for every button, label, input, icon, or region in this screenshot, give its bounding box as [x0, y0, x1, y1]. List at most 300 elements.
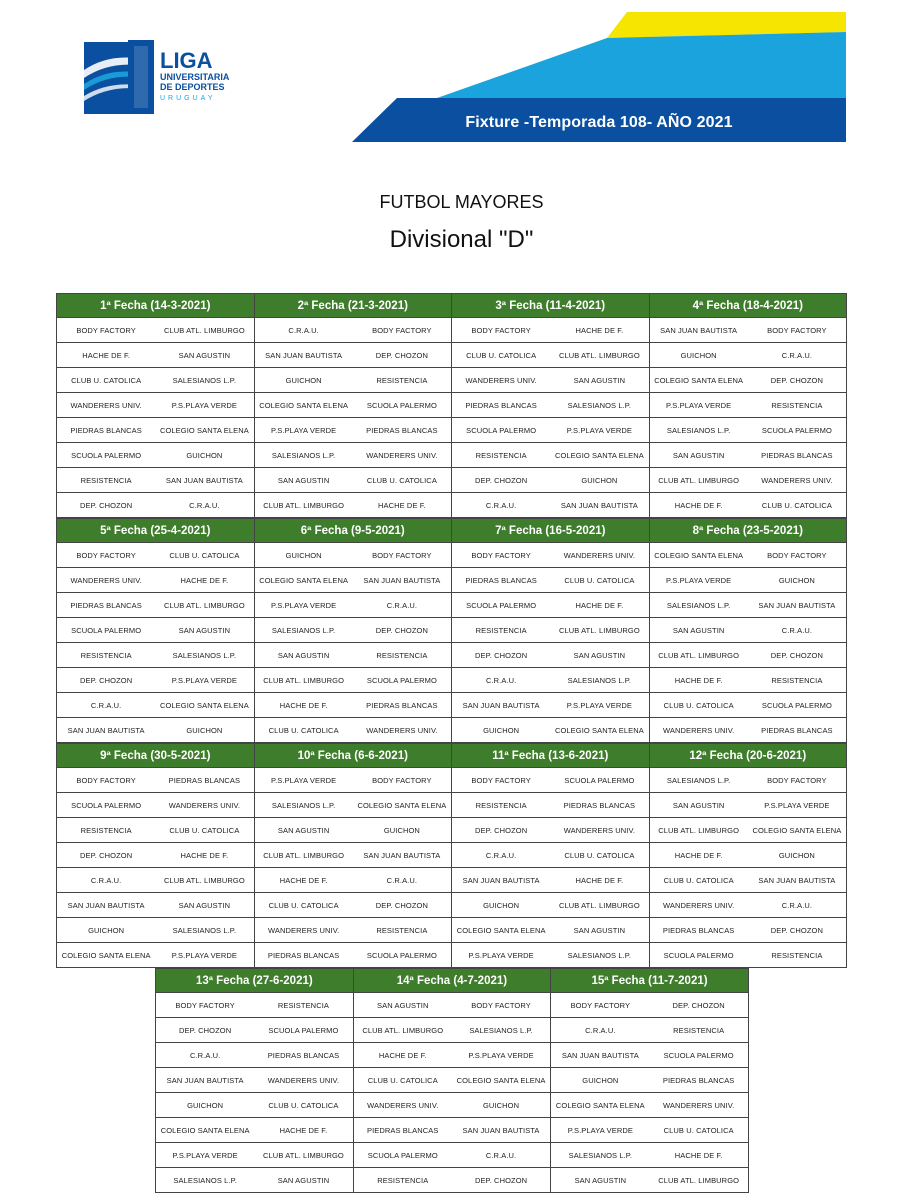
away-team: SALESIANOS L.P. — [550, 668, 649, 693]
home-team: BODY FACTORY — [156, 993, 255, 1018]
away-team: CLUB U. CATOLICA — [254, 1093, 353, 1118]
fecha-title: 11ª Fecha (13-6-2021) — [452, 744, 650, 768]
home-team: CLUB U. CATOLICA — [254, 718, 353, 743]
home-team: WANDERERS UNIV. — [649, 718, 748, 743]
home-team: C.R.A.U. — [452, 843, 551, 868]
home-team: BODY FACTORY — [57, 318, 156, 343]
home-team: WANDERERS UNIV. — [254, 918, 353, 943]
home-team: SALESIANOS L.P. — [649, 418, 748, 443]
home-team: COLEGIO SANTA ELENA — [156, 1118, 255, 1143]
away-team: CLUB ATL. LIMBURGO — [550, 343, 649, 368]
home-team: COLEGIO SANTA ELENA — [254, 568, 353, 593]
away-team: SCUOLA PALERMO — [353, 668, 452, 693]
fecha-title: 5ª Fecha (25-4-2021) — [57, 519, 255, 543]
fecha-header-row — [156, 969, 749, 993]
away-team: WANDERERS UNIV. — [748, 468, 847, 493]
away-team: CLUB U. CATOLICA — [155, 818, 254, 843]
home-team: C.R.A.U. — [57, 868, 156, 893]
away-team: DEP. CHOZON — [452, 1168, 551, 1193]
fecha-header-row — [57, 294, 847, 318]
home-team: SAN JUAN BAUTISTA — [57, 718, 156, 743]
away-team: HACHE DE F. — [650, 1143, 749, 1168]
home-team: P.S.PLAYA VERDE — [254, 768, 353, 793]
home-team: SAN AGUSTIN — [649, 618, 748, 643]
match-row — [57, 593, 847, 618]
home-team: SAN JUAN BAUTISTA — [452, 693, 551, 718]
away-team: C.R.A.U. — [155, 493, 254, 518]
away-team: WANDERERS UNIV. — [550, 818, 649, 843]
away-team: GUICHON — [353, 818, 452, 843]
logo-text-uruguay: URUGUAY — [160, 95, 216, 102]
away-team: P.S.PLAYA VERDE — [155, 943, 254, 968]
home-team: PIEDRAS BLANCAS — [452, 568, 551, 593]
away-team: DEP. CHOZON — [748, 918, 847, 943]
match-row — [57, 718, 847, 743]
away-team: HACHE DE F. — [550, 593, 649, 618]
away-team: C.R.A.U. — [748, 343, 847, 368]
home-team: BODY FACTORY — [452, 318, 551, 343]
match-row — [57, 568, 847, 593]
home-team: P.S.PLAYA VERDE — [254, 418, 353, 443]
away-team: HACHE DE F. — [155, 843, 254, 868]
away-team: DEP. CHOZON — [353, 893, 452, 918]
away-team: CLUB U. CATOLICA — [550, 568, 649, 593]
away-team: RESISTENCIA — [353, 368, 452, 393]
home-team: WANDERERS UNIV. — [57, 393, 156, 418]
home-team: C.R.A.U. — [452, 668, 551, 693]
away-team: SALESIANOS L.P. — [155, 643, 254, 668]
fecha-title: 8ª Fecha (23-5-2021) — [649, 519, 847, 543]
away-team: HACHE DE F. — [353, 493, 452, 518]
away-team: SAN JUAN BAUTISTA — [155, 468, 254, 493]
fecha-title: 9ª Fecha (30-5-2021) — [57, 744, 255, 768]
away-team: RESISTENCIA — [650, 1018, 749, 1043]
away-team: CLUB U. CATOLICA — [550, 843, 649, 868]
away-team: P.S.PLAYA VERDE — [155, 668, 254, 693]
fixture-table-4 — [155, 968, 749, 1193]
match-row — [57, 693, 847, 718]
match-row — [57, 468, 847, 493]
away-team: PIEDRAS BLANCAS — [353, 418, 452, 443]
home-team: CLUB ATL. LIMBURGO — [254, 493, 353, 518]
home-team: SCUOLA PALERMO — [57, 793, 156, 818]
away-team: SCUOLA PALERMO — [650, 1043, 749, 1068]
home-team: RESISTENCIA — [452, 618, 551, 643]
away-team: BODY FACTORY — [353, 543, 452, 568]
fixture-table-2 — [56, 518, 847, 743]
home-team: DEP. CHOZON — [57, 843, 156, 868]
home-team: SCUOLA PALERMO — [452, 593, 551, 618]
away-team: SALESIANOS L.P. — [452, 1018, 551, 1043]
home-team: DEP. CHOZON — [452, 468, 551, 493]
away-team: DEP. CHOZON — [748, 643, 847, 668]
home-team: BODY FACTORY — [57, 768, 156, 793]
away-team: GUICHON — [748, 843, 847, 868]
home-team: SALESIANOS L.P. — [649, 593, 748, 618]
home-team: C.R.A.U. — [254, 318, 353, 343]
home-team: SAN JUAN BAUTISTA — [551, 1043, 650, 1068]
home-team: PIEDRAS BLANCAS — [57, 593, 156, 618]
away-team: WANDERERS UNIV. — [155, 793, 254, 818]
match-row — [57, 543, 847, 568]
fecha-title: 2ª Fecha (21-3-2021) — [254, 294, 452, 318]
away-team: COLEGIO SANTA ELENA — [550, 718, 649, 743]
away-team: BODY FACTORY — [748, 768, 847, 793]
away-team: GUICHON — [155, 443, 254, 468]
away-team: GUICHON — [748, 568, 847, 593]
fecha-title: 6ª Fecha (9-5-2021) — [254, 519, 452, 543]
match-row — [156, 1168, 749, 1193]
away-team: HACHE DE F. — [550, 868, 649, 893]
home-team: HACHE DE F. — [353, 1043, 452, 1068]
home-team: SAN JUAN BAUTISTA — [649, 318, 748, 343]
away-team: CLUB ATL. LIMBURGO — [550, 618, 649, 643]
home-team: WANDERERS UNIV. — [452, 368, 551, 393]
away-team: SAN AGUSTIN — [155, 893, 254, 918]
fecha-title: 14ª Fecha (4-7-2021) — [353, 969, 551, 993]
match-row — [156, 1068, 749, 1093]
home-team: SAN JUAN BAUTISTA — [254, 343, 353, 368]
away-team: GUICHON — [452, 1093, 551, 1118]
home-team: DEP. CHOZON — [57, 493, 156, 518]
home-team: HACHE DE F. — [649, 668, 748, 693]
away-team: SCUOLA PALERMO — [550, 768, 649, 793]
away-team: CLUB ATL. LIMBURGO — [254, 1143, 353, 1168]
home-team: SCUOLA PALERMO — [57, 443, 156, 468]
away-team: HACHE DE F. — [254, 1118, 353, 1143]
away-team: BODY FACTORY — [353, 318, 452, 343]
away-team: COLEGIO SANTA ELENA — [353, 793, 452, 818]
home-team: SAN JUAN BAUTISTA — [57, 893, 156, 918]
match-row — [57, 943, 847, 968]
fixture-title: Fixture -Temporada 108- AÑO 2021 — [465, 114, 733, 131]
logo-text-liga: LIGA — [160, 48, 213, 73]
away-team: RESISTENCIA — [748, 668, 847, 693]
away-team: SAN JUAN BAUTISTA — [452, 1118, 551, 1143]
away-team: P.S.PLAYA VERDE — [748, 793, 847, 818]
fecha-title: 7ª Fecha (16-5-2021) — [452, 519, 650, 543]
home-team: GUICHON — [452, 718, 551, 743]
home-team: SALESIANOS L.P. — [649, 768, 748, 793]
away-team: SCUOLA PALERMO — [353, 393, 452, 418]
home-team: SCUOLA PALERMO — [649, 943, 748, 968]
fecha-title: 1ª Fecha (14-3-2021) — [57, 294, 255, 318]
home-team: BODY FACTORY — [57, 543, 156, 568]
home-team: BODY FACTORY — [551, 993, 650, 1018]
home-team: SCUOLA PALERMO — [57, 618, 156, 643]
away-team: SALESIANOS L.P. — [550, 393, 649, 418]
away-team: SAN JUAN BAUTISTA — [550, 493, 649, 518]
home-team: PIEDRAS BLANCAS — [254, 943, 353, 968]
home-team: C.R.A.U. — [57, 693, 156, 718]
away-team: WANDERERS UNIV. — [353, 443, 452, 468]
home-team: PIEDRAS BLANCAS — [353, 1118, 452, 1143]
away-team: SAN AGUSTIN — [155, 618, 254, 643]
away-team: WANDERERS UNIV. — [353, 718, 452, 743]
match-row — [57, 493, 847, 518]
home-team: CLUB U. CATOLICA — [452, 343, 551, 368]
home-team: SAN JUAN BAUTISTA — [156, 1068, 255, 1093]
away-team: C.R.A.U. — [353, 593, 452, 618]
away-team: GUICHON — [550, 468, 649, 493]
away-team: CLUB U. CATOLICA — [353, 468, 452, 493]
division-title: Divisional "D" — [389, 226, 534, 253]
match-row — [156, 1043, 749, 1068]
away-team: DEP. CHOZON — [353, 618, 452, 643]
match-row — [156, 1143, 749, 1168]
home-team: DEP. CHOZON — [156, 1018, 255, 1043]
home-team: CLUB ATL. LIMBURGO — [254, 668, 353, 693]
match-row — [57, 893, 847, 918]
home-team: CLUB U. CATOLICA — [649, 693, 748, 718]
away-team: SAN AGUSTIN — [254, 1168, 353, 1193]
home-team: CLUB U. CATOLICA — [353, 1068, 452, 1093]
match-row — [57, 793, 847, 818]
away-team: WANDERERS UNIV. — [254, 1068, 353, 1093]
away-team: P.S.PLAYA VERDE — [550, 693, 649, 718]
away-team: DEP. CHOZON — [353, 343, 452, 368]
away-team: SALESIANOS L.P. — [155, 918, 254, 943]
logo-text-deportes: DE DEPORTES — [160, 82, 225, 92]
match-row — [156, 993, 749, 1018]
home-team: RESISTENCIA — [353, 1168, 452, 1193]
away-team: COLEGIO SANTA ELENA — [550, 443, 649, 468]
home-team: RESISTENCIA — [452, 443, 551, 468]
home-team: COLEGIO SANTA ELENA — [57, 943, 156, 968]
away-team: RESISTENCIA — [748, 393, 847, 418]
home-team: WANDERERS UNIV. — [649, 893, 748, 918]
away-team: SCUOLA PALERMO — [254, 1018, 353, 1043]
away-team: PIEDRAS BLANCAS — [155, 768, 254, 793]
away-team: GUICHON — [155, 718, 254, 743]
away-team: SCUOLA PALERMO — [353, 943, 452, 968]
home-team: RESISTENCIA — [57, 818, 156, 843]
away-team: CLUB ATL. LIMBURGO — [155, 593, 254, 618]
section-title: FUTBOL MAYORES — [379, 192, 544, 212]
home-team: SALESIANOS L.P. — [254, 443, 353, 468]
fecha-title: 13ª Fecha (27-6-2021) — [156, 969, 354, 993]
home-team: DEP. CHOZON — [57, 668, 156, 693]
home-team: GUICHON — [156, 1093, 255, 1118]
home-team: HACHE DE F. — [649, 843, 748, 868]
fecha-title: 3ª Fecha (11-4-2021) — [452, 294, 650, 318]
away-team: RESISTENCIA — [353, 918, 452, 943]
away-team: PIEDRAS BLANCAS — [353, 693, 452, 718]
home-team: P.S.PLAYA VERDE — [649, 568, 748, 593]
away-team: DEP. CHOZON — [650, 993, 749, 1018]
away-team: SAN AGUSTIN — [155, 343, 254, 368]
home-team: GUICHON — [254, 368, 353, 393]
logo-text-universitaria: UNIVERSITARIA — [160, 72, 230, 82]
away-team: CLUB U. CATOLICA — [748, 493, 847, 518]
fecha-header-row — [57, 519, 847, 543]
home-team: SCUOLA PALERMO — [452, 418, 551, 443]
home-team: CLUB U. CATOLICA — [649, 868, 748, 893]
home-team: GUICHON — [551, 1068, 650, 1093]
home-team: SALESIANOS L.P. — [551, 1143, 650, 1168]
away-team: PIEDRAS BLANCAS — [550, 793, 649, 818]
home-team: RESISTENCIA — [57, 468, 156, 493]
fixture-table-3 — [56, 743, 847, 968]
away-team: SAN JUAN BAUTISTA — [748, 593, 847, 618]
fecha-title: 12ª Fecha (20-6-2021) — [649, 744, 847, 768]
away-team: SAN JUAN BAUTISTA — [748, 868, 847, 893]
home-team: P.S.PLAYA VERDE — [452, 943, 551, 968]
home-team: C.R.A.U. — [156, 1043, 255, 1068]
home-team: PIEDRAS BLANCAS — [649, 918, 748, 943]
home-team: SALESIANOS L.P. — [156, 1168, 255, 1193]
away-team: SAN JUAN BAUTISTA — [353, 568, 452, 593]
home-team: SAN AGUSTIN — [649, 793, 748, 818]
away-team: C.R.A.U. — [748, 893, 847, 918]
home-team: COLEGIO SANTA ELENA — [452, 918, 551, 943]
home-team: SAN AGUSTIN — [254, 818, 353, 843]
home-team: CLUB ATL. LIMBURGO — [649, 643, 748, 668]
home-team: PIEDRAS BLANCAS — [57, 418, 156, 443]
home-team: COLEGIO SANTA ELENA — [649, 368, 748, 393]
fecha-title: 15ª Fecha (11-7-2021) — [551, 969, 749, 993]
match-row — [57, 643, 847, 668]
away-team: CLUB ATL. LIMBURGO — [550, 893, 649, 918]
match-row — [57, 768, 847, 793]
away-team: PIEDRAS BLANCAS — [650, 1068, 749, 1093]
away-team: COLEGIO SANTA ELENA — [155, 693, 254, 718]
home-team: DEP. CHOZON — [452, 818, 551, 843]
match-row — [57, 918, 847, 943]
home-team: SAN AGUSTIN — [551, 1168, 650, 1193]
home-team: HACHE DE F. — [254, 693, 353, 718]
home-team: SAN AGUSTIN — [254, 643, 353, 668]
away-team: C.R.A.U. — [353, 868, 452, 893]
match-row — [156, 1118, 749, 1143]
away-team: C.R.A.U. — [748, 618, 847, 643]
away-team: RESISTENCIA — [254, 993, 353, 1018]
home-team: COLEGIO SANTA ELENA — [649, 543, 748, 568]
home-team: P.S.PLAYA VERDE — [649, 393, 748, 418]
home-team: CLUB ATL. LIMBURGO — [254, 843, 353, 868]
home-team: GUICHON — [57, 918, 156, 943]
home-team: HACHE DE F. — [649, 493, 748, 518]
home-team: CLUB ATL. LIMBURGO — [649, 818, 748, 843]
home-team: P.S.PLAYA VERDE — [551, 1118, 650, 1143]
away-team: CLUB ATL. LIMBURGO — [650, 1168, 749, 1193]
home-team: BODY FACTORY — [452, 768, 551, 793]
home-team: C.R.A.U. — [551, 1018, 650, 1043]
home-team: RESISTENCIA — [452, 793, 551, 818]
match-row — [57, 368, 847, 393]
home-team: RESISTENCIA — [57, 643, 156, 668]
fixture-table-1 — [56, 293, 847, 518]
away-team: SCUOLA PALERMO — [748, 418, 847, 443]
away-team: WANDERERS UNIV. — [650, 1093, 749, 1118]
match-row — [57, 443, 847, 468]
home-team: PIEDRAS BLANCAS — [452, 393, 551, 418]
away-team: SCUOLA PALERMO — [748, 693, 847, 718]
home-team: CLUB ATL. LIMBURGO — [353, 1018, 452, 1043]
home-team: CLUB ATL. LIMBURGO — [649, 468, 748, 493]
fecha-header-row — [57, 744, 847, 768]
home-team: C.R.A.U. — [452, 493, 551, 518]
home-team: CLUB U. CATOLICA — [57, 368, 156, 393]
home-team: SCUOLA PALERMO — [353, 1143, 452, 1168]
home-team: P.S.PLAYA VERDE — [254, 593, 353, 618]
away-team: SALESIANOS L.P. — [550, 943, 649, 968]
away-team: SAN AGUSTIN — [550, 918, 649, 943]
home-team: HACHE DE F. — [57, 343, 156, 368]
match-row — [57, 618, 847, 643]
away-team: SALESIANOS L.P. — [155, 368, 254, 393]
home-team: HACHE DE F. — [254, 868, 353, 893]
home-team: BODY FACTORY — [452, 543, 551, 568]
home-team: GUICHON — [649, 343, 748, 368]
away-team: CLUB U. CATOLICA — [650, 1118, 749, 1143]
away-team: PIEDRAS BLANCAS — [748, 443, 847, 468]
home-team: WANDERERS UNIV. — [353, 1093, 452, 1118]
away-team: WANDERERS UNIV. — [550, 543, 649, 568]
match-row — [156, 1018, 749, 1043]
away-team: BODY FACTORY — [353, 768, 452, 793]
away-team: PIEDRAS BLANCAS — [748, 718, 847, 743]
away-team: P.S.PLAYA VERDE — [452, 1043, 551, 1068]
away-team: DEP. CHOZON — [748, 368, 847, 393]
home-team: SALESIANOS L.P. — [254, 618, 353, 643]
home-team: CLUB U. CATOLICA — [254, 893, 353, 918]
match-row — [57, 343, 847, 368]
away-team: COLEGIO SANTA ELENA — [155, 418, 254, 443]
home-team: SAN JUAN BAUTISTA — [452, 868, 551, 893]
home-team: SAN AGUSTIN — [353, 993, 452, 1018]
match-row — [156, 1093, 749, 1118]
away-team: P.S.PLAYA VERDE — [550, 418, 649, 443]
home-team: COLEGIO SANTA ELENA — [551, 1093, 650, 1118]
away-team: SAN JUAN BAUTISTA — [353, 843, 452, 868]
match-row — [57, 843, 847, 868]
home-team: COLEGIO SANTA ELENA — [254, 393, 353, 418]
fecha-title: 10ª Fecha (6-6-2021) — [254, 744, 452, 768]
away-team: C.R.A.U. — [452, 1143, 551, 1168]
away-team: CLUB U. CATOLICA — [155, 543, 254, 568]
home-team: SAN AGUSTIN — [649, 443, 748, 468]
away-team: RESISTENCIA — [748, 943, 847, 968]
away-team: HACHE DE F. — [550, 318, 649, 343]
away-team: COLEGIO SANTA ELENA — [452, 1068, 551, 1093]
home-team: WANDERERS UNIV. — [57, 568, 156, 593]
match-row — [57, 818, 847, 843]
away-team: COLEGIO SANTA ELENA — [748, 818, 847, 843]
match-row — [57, 868, 847, 893]
home-team: GUICHON — [254, 543, 353, 568]
away-team: CLUB ATL. LIMBURGO — [155, 868, 254, 893]
away-team: HACHE DE F. — [155, 568, 254, 593]
match-row — [57, 393, 847, 418]
home-team: GUICHON — [452, 893, 551, 918]
fecha-title: 4ª Fecha (18-4-2021) — [649, 294, 847, 318]
away-team: SAN AGUSTIN — [550, 368, 649, 393]
match-row — [57, 418, 847, 443]
away-team: BODY FACTORY — [748, 543, 847, 568]
match-row — [57, 318, 847, 343]
home-team: DEP. CHOZON — [452, 643, 551, 668]
home-team: P.S.PLAYA VERDE — [156, 1143, 255, 1168]
away-team: CLUB ATL. LIMBURGO — [155, 318, 254, 343]
away-team: PIEDRAS BLANCAS — [254, 1043, 353, 1068]
match-row — [57, 668, 847, 693]
home-team: SALESIANOS L.P. — [254, 793, 353, 818]
away-team: BODY FACTORY — [452, 993, 551, 1018]
away-team: RESISTENCIA — [353, 643, 452, 668]
away-team: BODY FACTORY — [748, 318, 847, 343]
away-team: SAN AGUSTIN — [550, 643, 649, 668]
